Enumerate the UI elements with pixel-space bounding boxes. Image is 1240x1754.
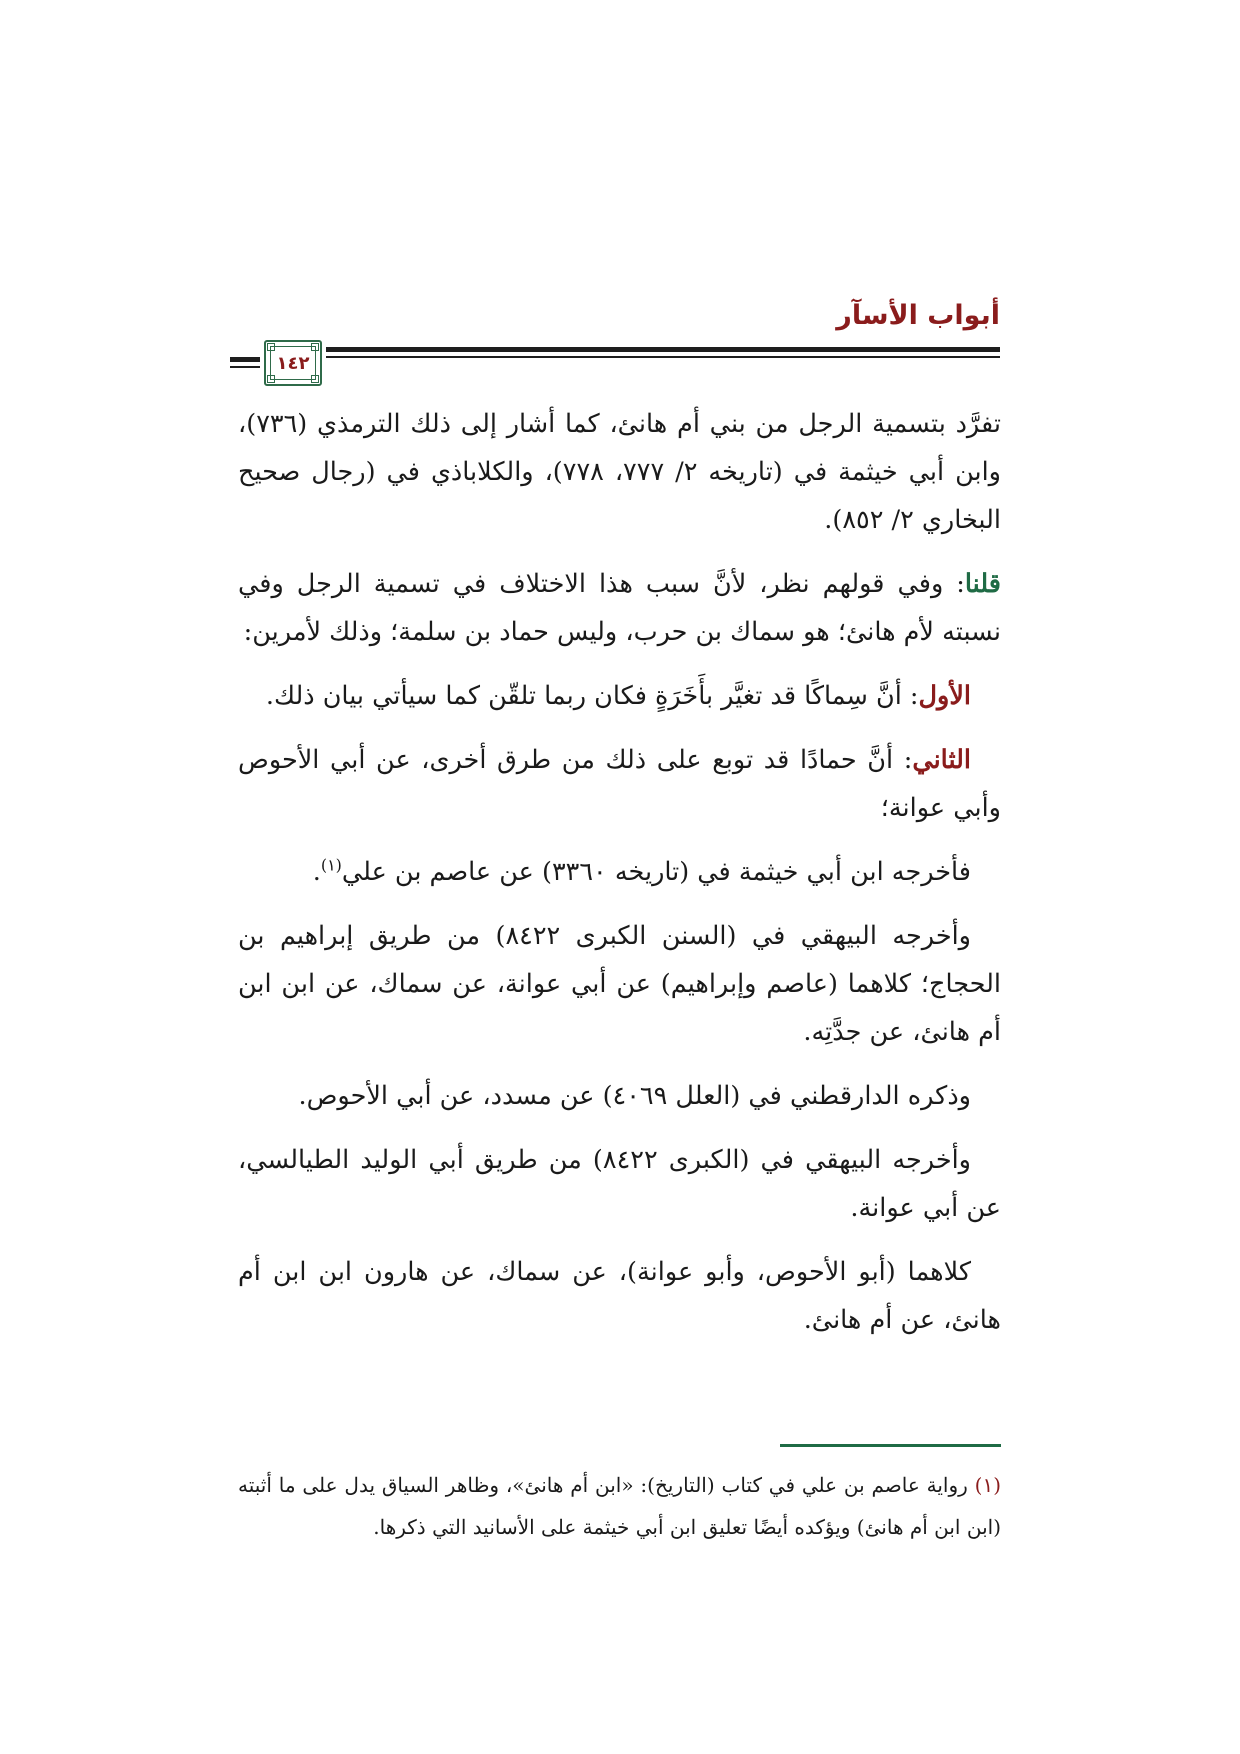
header-rule-thick-right — [326, 347, 1000, 352]
paragraph-text: تفرَّد بتسمية الرجل من بني أم هانئ، كما أشار إلى ذلك الترمذي (٧٣٦)، وابن أبي خيثمة في (تاريخه ٢/ ٧٧٧، ٧٧٨)، والكلاباذي في (رجال صحيح البخاري ٢/ ٨٥٢). — [238, 409, 1001, 535]
paragraph-end: . — [312, 857, 321, 887]
footnote-reference[interactable]: (١) — [320, 855, 342, 875]
footnotes — [238, 1464, 1001, 1548]
paragraph — [238, 1248, 1001, 1344]
paragraph — [238, 1072, 1001, 1120]
page-number-inner-frame — [270, 346, 316, 380]
paragraph — [238, 848, 1001, 896]
frame-ornament — [311, 343, 319, 351]
paragraph-text: : وفي قولهم نظر، لأنَّ سبب هذا الاختلاف في تسمية الرجل وفي نسبته لأم هانئ؛ هو سماك بن حرب، وليس حماد بن سلمة؛ وذلك لأمرين: — [238, 569, 1001, 647]
paragraph-text: : أنَّ سِماكًا قد تغيَّر بأَخَرَةٍ فكان ربما تلقّن كما سيأتي بيان ذلك. — [265, 681, 919, 711]
paragraph — [238, 560, 1001, 656]
paragraph-text: : أنَّ حمادًا قد توبع على ذلك من طرق أخرى، عن أبي الأحوص وأبي عوانة؛ — [238, 745, 1001, 823]
page-header — [230, 300, 1000, 390]
header-rule-thick-left — [230, 357, 260, 362]
term-first: الأول — [918, 681, 971, 711]
paragraph-text: كلاهما (أبو الأحوص، وأبو عوانة)، عن سماك، عن هارون ابن ابن أم هانئ، عن أم هانئ. — [238, 1257, 1001, 1335]
term-second: الثاني — [912, 745, 971, 775]
paragraph-text: وأخرجه البيهقي في (الكبرى ٨٤٢٢) من طريق أبي الوليد الطيالسي، عن أبي عوانة. — [238, 1145, 1001, 1223]
running-title: أبواب الأسآر — [836, 300, 1000, 331]
page-number: ١٤٢ — [276, 352, 310, 374]
paragraph — [238, 400, 1001, 544]
paragraph — [238, 912, 1001, 1056]
paragraph — [238, 1136, 1001, 1232]
main-text — [238, 400, 1001, 1360]
footnote-marker: (١) — [974, 1473, 1001, 1497]
page-number-frame — [264, 340, 322, 386]
paragraph-text: وذكره الدارقطني في (العلل ٤٠٦٩) عن مسدد، عن أبي الأحوص. — [298, 1081, 971, 1111]
header-rule-thin-left — [230, 366, 260, 368]
frame-ornament — [311, 375, 319, 383]
paragraph — [238, 736, 1001, 832]
footnote-text: رواية عاصم بن علي في كتاب (التاريخ): «ابن أم هانئ»، وظاهر السياق يدل على ما أثبته (ابن ابن أم هانئ) ويؤكده أيضًا تعليق ابن أبي خيثمة على الأسانيد التي ذكرها. — [238, 1473, 1001, 1539]
paragraph — [238, 672, 1001, 720]
paragraph-text: فأخرجه ابن أبي خيثمة في (تاريخه ٣٣٦٠) عن عاصم بن علي — [341, 857, 971, 887]
footnote-separator — [780, 1444, 1001, 1447]
header-rule-thin-right — [326, 356, 1000, 358]
frame-ornament — [267, 375, 275, 383]
frame-ornament — [267, 343, 275, 351]
term-qulna: قلنا — [964, 569, 1001, 599]
footnote — [238, 1464, 1001, 1548]
paragraph-text: وأخرجه البيهقي في (السنن الكبرى ٨٤٢٢) من طريق إبراهيم بن الحجاج؛ كلاهما (عاصم وإبراهيم) عن أبي عوانة، عن سماك، عن ابن ابن أم هانئ، عن جدَّتِه. — [238, 921, 1001, 1047]
